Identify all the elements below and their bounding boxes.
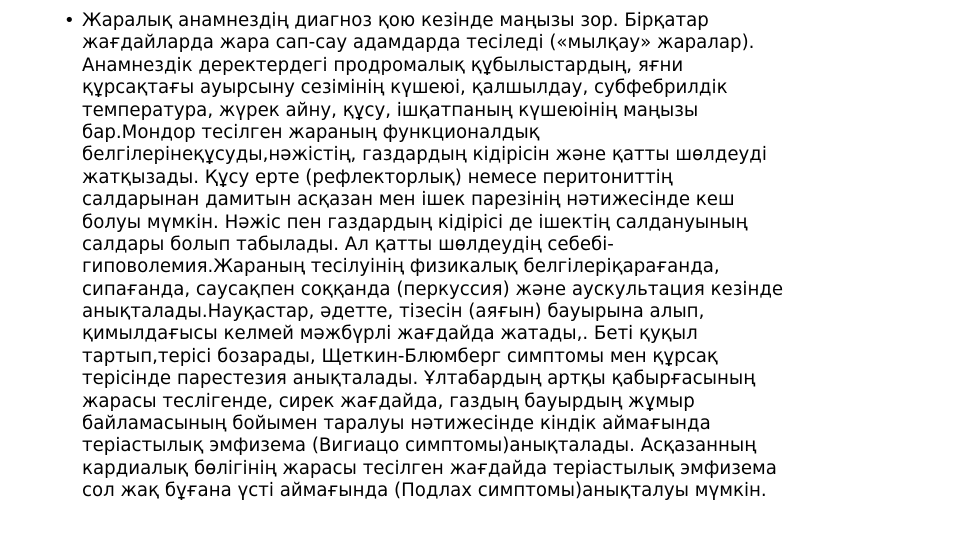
text-line: жатқызады. Құсу ерте (рефлекторлық) немесе перитониттің bbox=[82, 166, 673, 188]
text-line: терісінде парестезия анықталады. Ұлтабардың артқы қабырғасының bbox=[82, 368, 756, 390]
text-line: қимылдағысы келмей мәжбүрлі жағдайда жатады,. Беті қуқыл bbox=[82, 323, 698, 345]
text-line: болуы мүмкін. Нәжіс пен газдардың кідірісі де ішектің салдануының bbox=[82, 211, 748, 233]
body-text bbox=[82, 10, 942, 503]
text-line: температура, жүрек айну, құсу, ішқатпаның күшеюінің маңызы bbox=[82, 99, 699, 121]
text-line: сипағанда, саусақпен соққанда (перкуссия) және аускультация кезінде bbox=[82, 278, 784, 300]
text-line: байламасының бойымен таралуы нәтижесінде кіндік аймағында bbox=[82, 413, 711, 435]
text-line: Анамнездік деректердегі продромалық құбылыстардың, яғни bbox=[82, 54, 684, 76]
text-line: салдарынан дамитын асқазан мен ішек парезінің нәтижесінде кеш bbox=[82, 189, 735, 211]
bullet-point: • bbox=[64, 10, 75, 31]
text-line: анықталады.Науқастар, әдетте, тізесін (аяғын) бауырына алып, bbox=[82, 301, 705, 323]
text-line: жарасы теслігенде, сирек жағдайда, газдың бауырдың жұмыр bbox=[82, 390, 695, 412]
text-line: Жаралық анамнездің диагноз қою кезінде маңызы зор. Бірқатар bbox=[82, 10, 709, 31]
text-line: теріастылық эмфизема (Вигиацо симптомы)анықталады. Асқазанның bbox=[82, 435, 757, 457]
text-line: кардиалық бөлігінің жарасы тесілген жағдайда теріастылық эмфизема bbox=[82, 457, 777, 479]
text-line: гиповолемия.Жараның тесілуінің физикалық белгілеріқарағанда, bbox=[82, 256, 720, 278]
text-line: салдары болып табылады. Ал қатты шөлдеудің себебі- bbox=[82, 233, 614, 255]
text-line: құрсақтағы ауырсыну сезімінің күшеюі, қалшылдау, субфебрилдік bbox=[82, 77, 728, 99]
text-line: бар.Мондор тесілген жараның функционалдық bbox=[82, 121, 540, 143]
text-line: белгілерінеқұсуды,нәжістің, газдардың кідірісін және қатты шөлдеуді bbox=[82, 144, 767, 166]
text-line: сол жақ бұғана үсті аймағында (Подлах симптомы)анықталуы мүмкін. bbox=[82, 480, 767, 502]
text-line: тартып,терісі бозарады, Щеткин-Блюмберг симптомы мен құрсақ bbox=[82, 345, 718, 367]
text-line: жағдайларда жара сап-сау адамдарда тесіледі («мылқау» жаралар). bbox=[82, 32, 755, 54]
